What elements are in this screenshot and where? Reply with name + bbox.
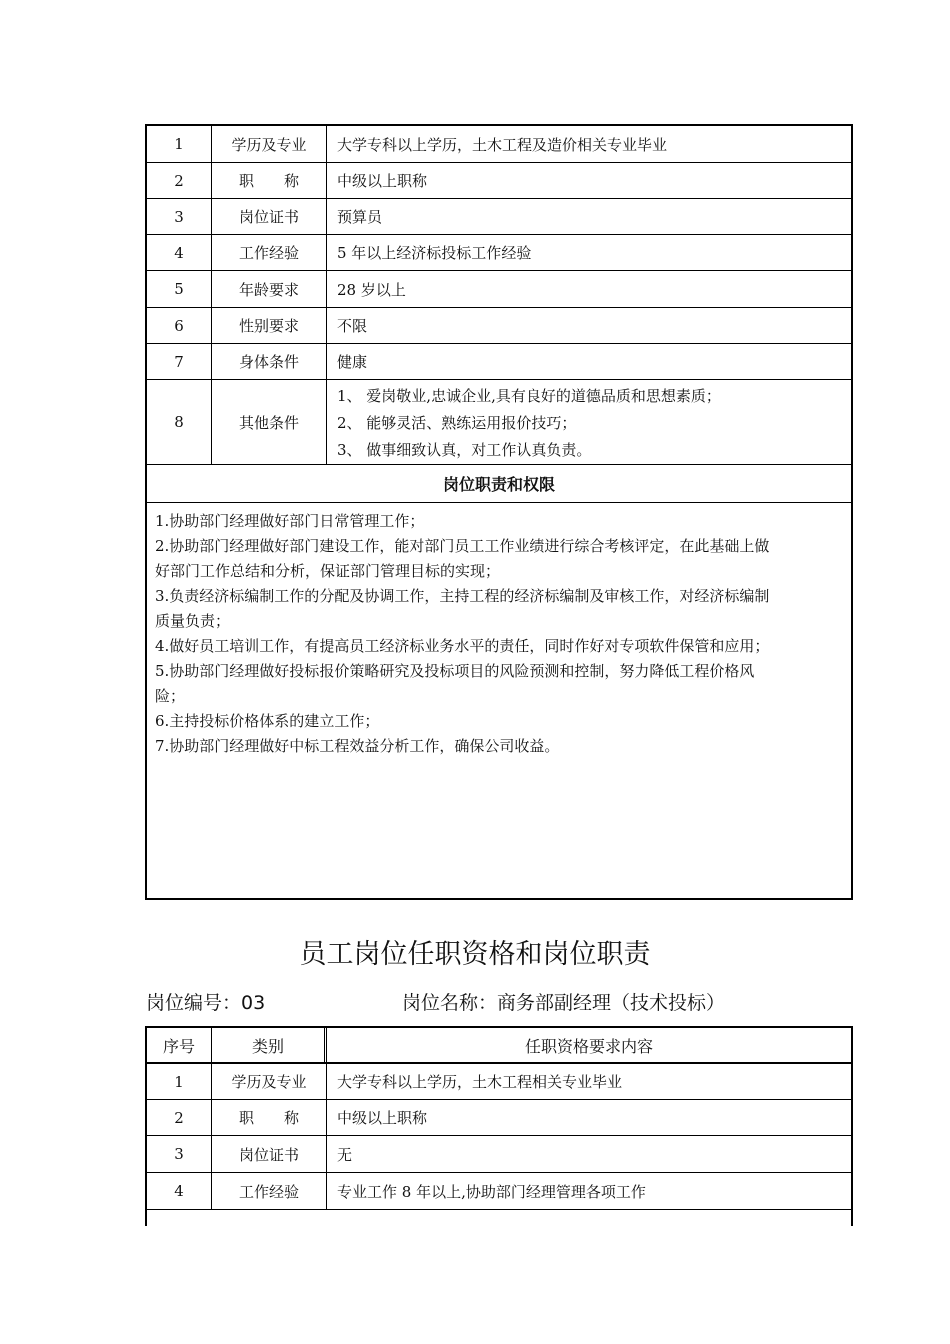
row-number: 3 — [147, 199, 212, 234]
row-category: 性别要求 — [212, 308, 327, 343]
table-row — [147, 344, 851, 380]
row-number: 4 — [147, 1173, 212, 1209]
duty-line: 7.协助部门经理做好中标工程效益分析工作，确保公司收益。 — [155, 737, 560, 755]
row-content — [327, 380, 851, 464]
position-name: 岗位名称：商务部副经理（技术投标） — [402, 992, 726, 1014]
row-category: 学历及专业 — [212, 126, 327, 162]
row-category: 工作经验 — [212, 235, 327, 270]
row-category: 岗位证书 — [212, 1136, 327, 1172]
row-content: 28 岁以上 — [337, 280, 406, 299]
row-number: 1 — [147, 1064, 212, 1099]
duty-line: 险； — [155, 687, 186, 705]
duty-line: 6.主持投标价格体系的建立工作； — [155, 712, 380, 730]
duties-list — [155, 509, 845, 759]
condition-line: 3、 做事细致认真，对工作认真负责。 — [337, 440, 592, 459]
row-content: 不限 — [337, 317, 368, 335]
table-row — [147, 271, 851, 308]
qualification-table-continued — [145, 124, 853, 900]
duty-line: 5.协助部门经理做好投标报价策略研究及投标项目的风险预测和控制，努力降低工程价格风 — [155, 662, 755, 680]
row-content: 无 — [337, 1145, 353, 1164]
header-category: 类别 — [212, 1028, 327, 1062]
row-category: 学历及专业 — [212, 1064, 327, 1099]
duty-line: 4.做好员工培训工作，有提高员工经济标业务水平的责任，同时作好对专项软件保管和应用； — [155, 637, 770, 655]
condition-line: 2、 能够灵活、熟练运用报价技巧； — [337, 413, 577, 432]
row-number: 1 — [147, 126, 212, 162]
duty-line: 3.负责经济标编制工作的分配及协调工作，主持工程的经济标编制及审核工作，对经济标编制 — [155, 587, 770, 605]
duty-line: 质量负责； — [155, 612, 231, 630]
header-number: 序号 — [147, 1028, 212, 1062]
row-number: 2 — [147, 163, 212, 198]
row-category: 工作经验 — [212, 1173, 327, 1209]
table-row — [147, 1064, 851, 1100]
header-content: 任职资格要求内容 — [524, 1036, 653, 1056]
table-row — [147, 126, 851, 163]
row-content: 专业工作 8 年以上,协助部门经理管理各项工作 — [337, 1182, 646, 1201]
table-row-other-conditions — [147, 380, 851, 465]
duty-line: 好部门工作总结和分析，保证部门管理目标的实现； — [155, 562, 501, 580]
qualification-table — [145, 1026, 853, 1226]
row-number: 4 — [147, 235, 212, 270]
table-row — [147, 163, 851, 199]
row-content: 大学专科以上学历，土木工程及造价相关专业毕业 — [337, 135, 668, 154]
page-title: 员工岗位任职资格和岗位职责 — [299, 939, 651, 970]
row-content: 5 年以上经济标投标工作经验 — [337, 244, 532, 262]
row-category: 其他条件 — [212, 380, 327, 464]
row-number: 3 — [147, 1136, 212, 1172]
row-category: 身体条件 — [212, 344, 327, 379]
row-category: 年龄要求 — [212, 271, 327, 307]
table-row — [147, 235, 851, 271]
condition-line: 1、 爱岗敬业,忠诚企业,具有良好的道德品质和思想素质； — [337, 386, 721, 405]
row-number: 7 — [147, 344, 212, 379]
table-row — [147, 308, 851, 344]
table-row — [147, 199, 851, 235]
row-number: 8 — [147, 380, 212, 464]
position-number: 岗位编号：03 — [146, 992, 266, 1014]
table-row — [147, 1173, 851, 1210]
row-content: 中级以上职称 — [337, 1109, 428, 1127]
table-row — [147, 1136, 851, 1173]
duty-line: 1.协助部门经理做好部门日常管理工作； — [155, 512, 425, 530]
row-content: 中级以上职称 — [337, 172, 428, 190]
row-number: 5 — [147, 271, 212, 307]
row-number: 2 — [147, 1100, 212, 1135]
row-category: 岗位证书 — [212, 199, 327, 234]
row-content: 大学专科以上学历，土木工程相关专业毕业 — [337, 1073, 623, 1091]
row-content: 预算员 — [337, 208, 383, 226]
table-header-row — [147, 1028, 851, 1064]
duty-line: 2.协助部门经理做好部门建设工作，能对部门员工工作业绩进行综合考核评定，在此基础上做 — [155, 537, 770, 555]
duties-section-title: 岗位职责和权限 — [147, 465, 851, 503]
row-content: 健康 — [337, 353, 368, 371]
row-number: 6 — [147, 308, 212, 343]
table-row — [147, 1100, 851, 1136]
row-category: 职 称 — [212, 1100, 327, 1135]
row-category: 职 称 — [212, 163, 327, 198]
